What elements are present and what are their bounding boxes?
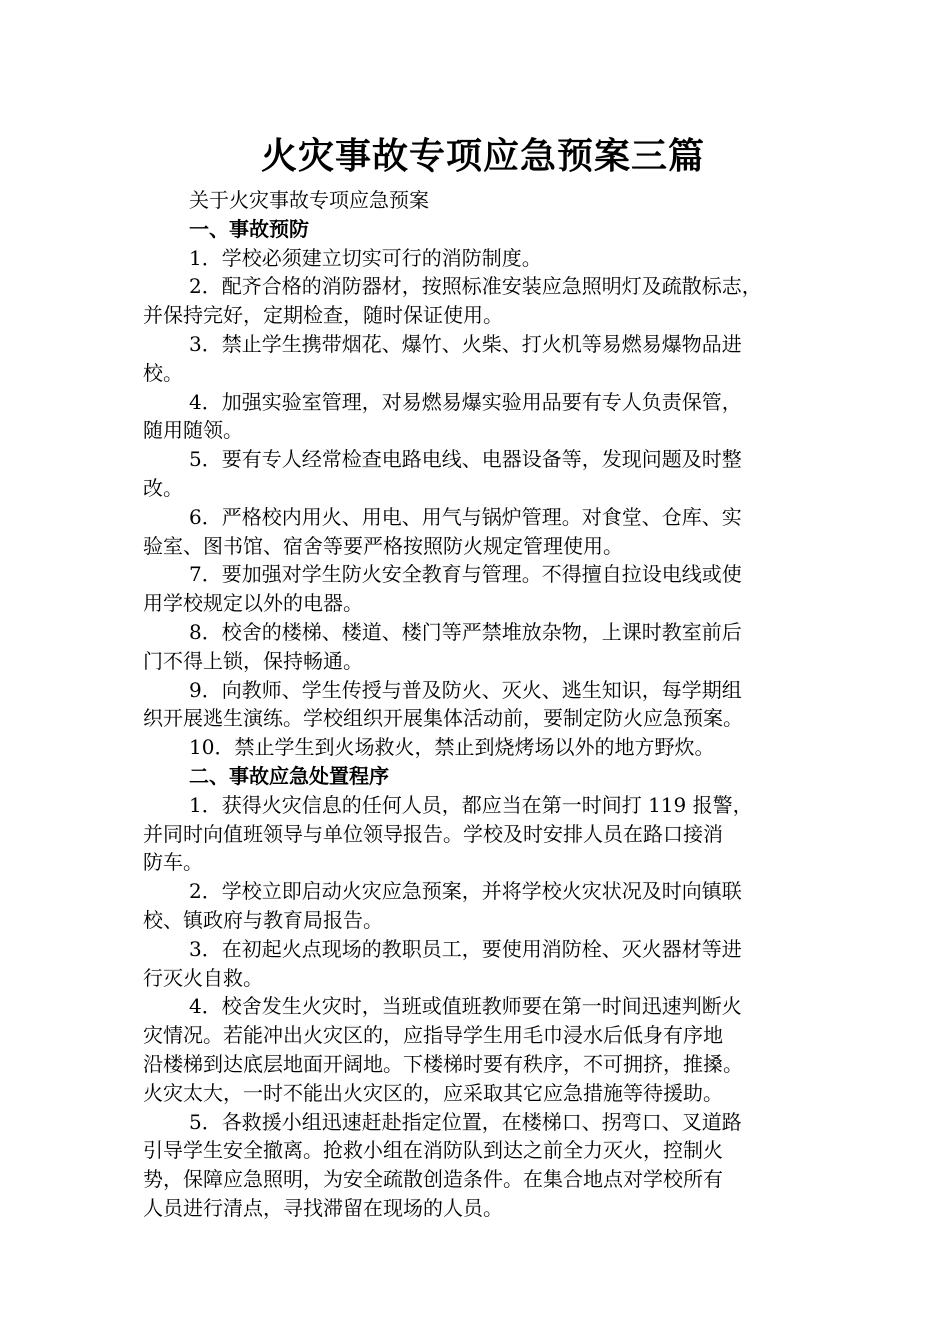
section-heading-response: 二、事故应急处置程序 bbox=[189, 763, 389, 788]
paragraph-line: 并保持完好，定期检查，随时保证使用。 bbox=[143, 303, 503, 328]
paragraph-line: 5．各救援小组迅速赶赴指定位置，在楼梯口、拐弯口、叉道路 bbox=[189, 1109, 742, 1134]
document-page bbox=[143, 128, 823, 1223]
paragraph-line: 7．要加强对学生防火安全教育与管理。不得擅自拉设电线或使 bbox=[189, 562, 742, 587]
paragraph-line: 3．禁止学生携带烟花、爆竹、火柴、打火机等易燃易爆物品进 bbox=[189, 331, 742, 356]
paragraph-line: 1．学校必须建立切实可行的消防制度。 bbox=[189, 245, 542, 270]
paragraph-line: 校、镇政府与教育局报告。 bbox=[143, 907, 383, 932]
paragraph-line: 1．获得火灾信息的任何人员，都应当在第一时间打 119 报警， bbox=[189, 792, 753, 817]
paragraph-line: 势，保障应急照明，为安全疏散创造条件。在集合地点对学校所有 bbox=[143, 1167, 723, 1192]
paragraph-line: 9．向教师、学生传授与普及防火、灭火、逃生知识，每学期组 bbox=[189, 677, 742, 702]
paragraph-line: 火灾太大，一时不能出火灾区的，应采取其它应急措施等待援助。 bbox=[143, 1080, 723, 1105]
document-body bbox=[143, 186, 823, 1223]
paragraph-line: 3．在初起火点现场的教职员工，要使用消防栓、灭火器材等进 bbox=[189, 936, 742, 961]
paragraph-line: 4．校舍发生火灾时，当班或值班教师要在第一时间迅速判断火 bbox=[189, 994, 742, 1019]
paragraph-line: 行灭火自救。 bbox=[143, 965, 263, 990]
paragraph-line: 织开展逃生演练。学校组织开展集体活动前，要制定防火应急预案。 bbox=[143, 706, 743, 731]
paragraph-line: 6．严格校内用火、用电、用气与锅炉管理。对食堂、仓库、实 bbox=[189, 504, 742, 529]
paragraph-line: 门不得上锁，保持畅通。 bbox=[143, 648, 363, 673]
document-title: 火灾事故专项应急预案三篇 bbox=[260, 136, 705, 177]
paragraph-line: 4．加强实验室管理，对易燃易爆实验用品要有专人负责保管， bbox=[189, 389, 742, 414]
subtitle: 关于火灾事故专项应急预案 bbox=[189, 188, 429, 212]
paragraph-line: 沿楼梯到达底层地面开阔地。下楼梯时要有秩序，不可拥挤，推搡。 bbox=[143, 1051, 743, 1076]
paragraph-line: 8．校舍的楼梯、楼道、楼门等严禁堆放杂物，上课时教室前后 bbox=[189, 619, 742, 644]
paragraph-line: 校。 bbox=[143, 360, 183, 385]
paragraph-line: 5．要有专人经常检查电路电线、电器设备等，发现问题及时整 bbox=[189, 447, 742, 472]
paragraph-line: 引导学生安全撤离。抢救小组在消防队到达之前全力灭火，控制火 bbox=[143, 1138, 723, 1163]
section-heading-prevention: 一、事故预防 bbox=[189, 216, 309, 241]
paragraph-line: 改。 bbox=[143, 475, 183, 500]
paragraph-line: 10．禁止学生到火场救火，禁止到烧烤场以外的地方野炊。 bbox=[189, 735, 715, 760]
paragraph-line: 2．配齐合格的消防器材，按照标准安装应急照明灯及疏散标志， bbox=[189, 274, 762, 299]
paragraph-line: 并同时向值班领导与单位领导报告。学校及时安排人员在路口接消 bbox=[143, 821, 723, 846]
paragraph-line: 人员进行清点，寻找滞留在现场的人员。 bbox=[143, 1195, 503, 1220]
paragraph-line: 灾情况。若能冲出火灾区的，应指导学生用毛巾浸水后低身有序地 bbox=[143, 1023, 723, 1048]
paragraph-line: 验室、图书馆、宿舍等要严格按照防火规定管理使用。 bbox=[143, 533, 623, 558]
paragraph-line: 防车。 bbox=[143, 850, 203, 875]
paragraph-line: 用学校规定以外的电器。 bbox=[143, 591, 363, 616]
paragraph-line: 2．学校立即启动火灾应急预案，并将学校火灾状况及时向镇联 bbox=[189, 879, 742, 904]
paragraph-line: 随用随领。 bbox=[143, 418, 243, 443]
